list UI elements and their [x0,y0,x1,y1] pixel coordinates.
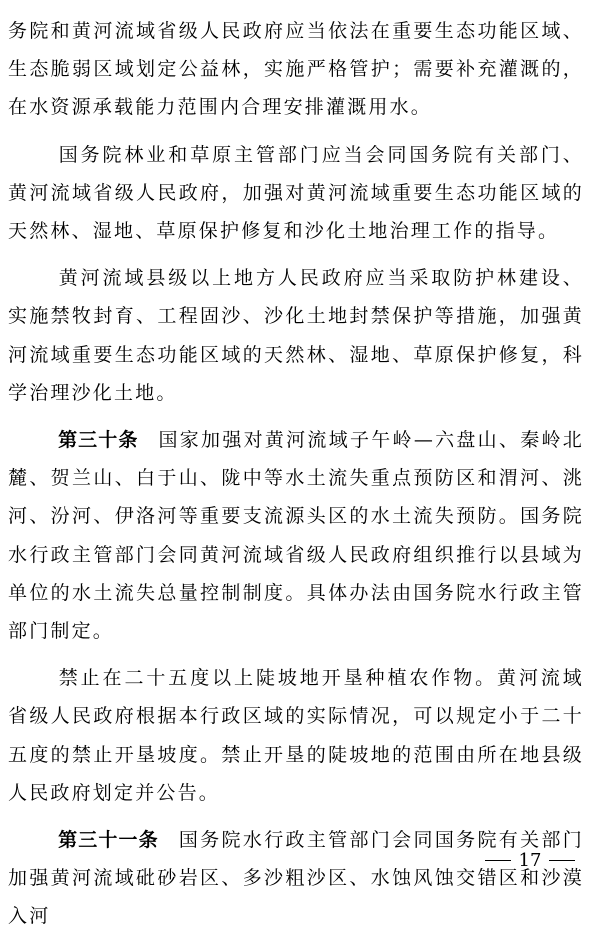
dash-left [485,860,511,861]
paragraph-5 [0,659,600,812]
paragraph-2 [0,136,600,251]
paragraph-text: 务院和黄河流域省级人民政府应当依法在重要生态功能区域、生态脆弱区域划定公益林，实施严格管护；需要补充灌溉的，在水资源承载能力范围内合理安排灌溉用水。 [8,20,584,119]
paragraph-text: 黄河流域县级以上地方人民政府应当采取防护林建设、实施禁牧封育、工程固沙、沙化土地封禁保护等措施，加强黄河流域重要生态功能区域的天然林、湿地、草原保护修复，科学治理沙化土地。 [8,267,584,404]
article-number: 第三十一条 [58,829,159,852]
dash-right [549,860,575,861]
paragraph-1 [0,12,600,127]
paragraph-text: 国务院水行政主管部门会同国务院有关部门加强黄河流域砒砂岩区、多沙粗沙区、水蚀风蚀交错区和沙漠入河 [8,829,584,928]
document-body [0,12,600,945]
article-30 [0,421,600,650]
page-number: 17 [518,849,542,871]
article-31 [0,821,600,936]
paragraph-text: 国家加强对黄河流域子午岭—六盘山、秦岭北麓、贺兰山、白于山、陇中等水土流失重点预防区和渭河、洮河、汾河、伊洛河等重要支流源头区的水土流失预防。国务院水行政主管部门会同黄河流域省级人民政府组织推行以县域为单位的水土流失总量控制制度。具体办法由国务院水行政主管部门制定。 [8,429,584,643]
paragraph-text: 禁止在二十五度以上陡坡地开垦种植农作物。黄河流域省级人民政府根据本行政区域的实际情况，可以规定小于二十五度的禁止开垦坡度。禁止开垦的陡坡地的范围由所在地县级人民政府划定并公告。 [8,667,584,804]
page-footer [470,846,590,874]
paragraph-3 [0,259,600,412]
paragraph-text: 国务院林业和草原主管部门应当会同国务院有关部门、黄河流域省级人民政府，加强对黄河流域重要生态功能区域的天然林、湿地、草原保护修复和沙化土地治理工作的指导。 [8,143,584,243]
article-number: 第三十条 [58,429,139,452]
